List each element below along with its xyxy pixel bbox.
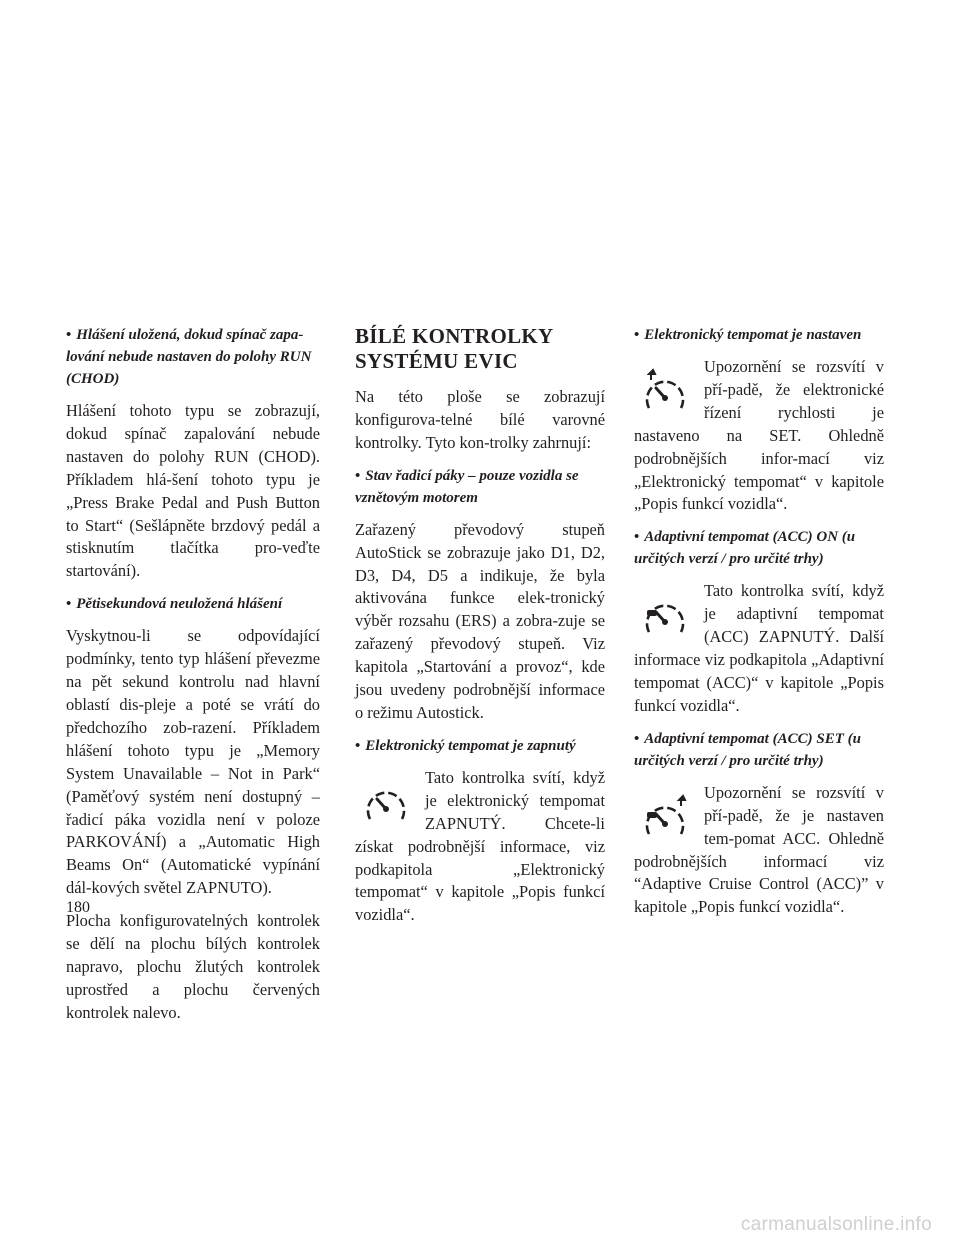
bullet-text: Adaptivní tempomat (ACC) SET (u určitých verzí / pro určité trhy) xyxy=(634,730,861,769)
bullet-text: Adaptivní tempomat (ACC) ON (u určitých verzí / pro určité trhy) xyxy=(634,529,856,568)
bullet-text: Pětisekundová neuložená hlášení xyxy=(76,596,283,613)
bullet-heading-gear-position xyxy=(355,465,605,509)
bullet-text: Stav řadicí páky – pouze vozidla se vznětovým motorem xyxy=(355,467,579,506)
bullet-heading-acc-set xyxy=(634,728,884,772)
acc-on-icon xyxy=(639,592,691,640)
cruise-set-text: Upozornění se rozsvítí v pří-padě, že elektronické řízení rychlosti je nastaveno na SET. Ohledně podrobnějších infor-mací viz „Elektronický tempomat“ v kapitole „Popis funkcí vozidla“. xyxy=(634,357,884,514)
cruise-on-block xyxy=(355,767,605,937)
bullet-dot: • xyxy=(66,327,72,343)
bullet-dot: • xyxy=(634,327,640,343)
bullet-heading-cruise-on xyxy=(355,735,605,757)
bullet-heading-acc-on xyxy=(634,526,884,570)
paragraph-stored-messages: Hlášení tohoto typu se zobrazují, dokud spínač zapalování nebude nastaven do polohy RUN (CHOD). Příkladem hlá-šení tohoto typu je „Press Brake Pedal and Push Button to Start“ (Sešlápněte brzdový pedál a stisknutím tlačítka pro-veďte startování). xyxy=(66,401,320,581)
cruise-control-on-icon xyxy=(360,779,412,827)
cruise-set-block xyxy=(634,356,884,526)
right-column xyxy=(634,324,884,929)
section-heading xyxy=(355,324,605,374)
acc-on-block xyxy=(634,580,884,727)
bullet-heading-cruise-set xyxy=(634,324,884,346)
bullet-heading-stored-messages xyxy=(66,324,320,390)
bullet-dot: • xyxy=(355,467,361,484)
watermark: carmanualsonline.info xyxy=(740,1214,932,1235)
paragraph-configurable-areas: Plocha konfigurovatelných kontrolek se dělí na plochu bílých kontrolek napravo, plochu žlutých kontrolek uprostřed a plochu červených kontrolek nalevo. xyxy=(66,911,320,1022)
bullet-dot: • xyxy=(355,737,361,754)
bullet-dot: • xyxy=(634,730,640,747)
middle-column xyxy=(355,324,605,937)
bullet-text: Hlášení uložená, dokud spínač zapa-lování nebude nastaven do polohy RUN (CHOD) xyxy=(66,327,312,387)
cruise-control-set-icon xyxy=(639,368,691,416)
bullet-text: Elektronický tempomat je zapnutý xyxy=(365,737,576,754)
acc-set-icon xyxy=(639,794,691,842)
section-heading-line-1: BÍLÉ KONTROLKY xyxy=(355,324,554,348)
bullet-text: Elektronický tempomat je nastaven xyxy=(644,327,862,343)
acc-set-text: Upozornění se rozsvítí v pří-padě, že je nastaven tem-pomat ACC. Ohledně podrobnějších informací viz “Adaptive Cruise Control (ACC)” v kapitole „Popis funkcí vozidla“. xyxy=(634,782,884,917)
paragraph-autostick: Zařazený převodový stupeň AutoStick se zobrazuje jako D1, D2, D3, D4, D5 a indikuje, že byla aktivována funkce elek-tronický výběr rozsahu (ERS) a zobra-zuje se zařazený převodový stupeň. Viz kapitola „Startování a provoz“, kde jsou uvedeny podrobnější informace o režimu Autostick. xyxy=(355,519,605,722)
bullet-dot: • xyxy=(634,529,640,546)
page-number: 180 xyxy=(66,899,90,916)
left-column xyxy=(66,324,320,1035)
bullet-dot: • xyxy=(66,596,72,613)
paragraph-intro: Na této ploše se zobrazují konfigurova-telné bílé varovné kontrolky. Tyto kon-trolky zahrnují: xyxy=(355,387,605,452)
bullet-heading-five-second-messages xyxy=(66,593,320,615)
section-heading-line-2: SYSTÉMU EVIC xyxy=(355,349,518,373)
acc-set-block xyxy=(634,782,884,929)
cruise-on-text: Tato kontrolka svítí, když je elektronický tempomat ZAPNUTÝ. Chcete-li získat podrobnější informace, viz podkapitola „Elektronický tempomat“ v kapitole „Popis funkcí vozidla“. xyxy=(355,767,605,925)
paragraph-five-second-messages: Vyskytnou-li se odpovídající podmínky, tento typ hlášení převezme na pět sekund kontrolu nad hlavní oblastí dis-pleje a poté se vrátí do předchozího zob-razení. Příkladem hlášení tohoto typu je „Memory System Unavailable – Not in Park“ (Paměťový systém není dostupný – řadicí páka vozidla není v poloze PARKOVÁNÍ) a „Automatic High Beams On“ (Automatické vypínání dál-kových světel ZAPNUTO). xyxy=(66,626,320,898)
acc-on-text: Tato kontrolka svítí, když je adaptivní tempomat (ACC) ZAPNUTÝ. Další informace viz podkapitola „Adaptivní tempomat (ACC)“ v kapitole „Popis funkcí vozidla“. xyxy=(634,581,884,715)
